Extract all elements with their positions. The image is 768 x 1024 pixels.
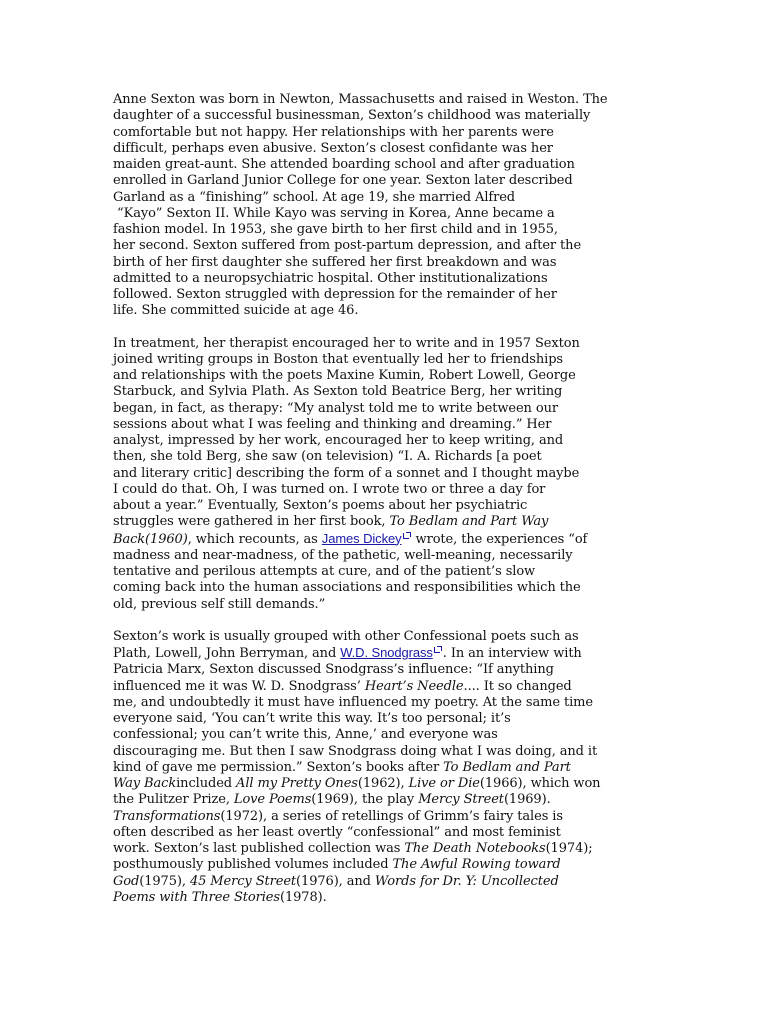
text-run: work. Sexton’s last published collection was [113, 841, 405, 856]
text-line [113, 514, 658, 530]
text-run: wrote, the experiences “of [411, 531, 588, 547]
text-line: “Kayo” Sexton II. While Kayo was serving in Korea, Anne became a [113, 205, 555, 221]
text-run: (1974); [545, 841, 593, 856]
text-line [113, 792, 658, 808]
paragraph-works [113, 629, 658, 906]
text-line: difficult, perhaps even abusive. Sexton’s closest confidante was her [113, 140, 553, 156]
text-line: about a year.” Eventually, Sexton’s poems about her psychiatric [113, 498, 528, 513]
book-title: The Awful Rowing toward [392, 857, 561, 873]
book-title: Poems with Three Stories [113, 889, 280, 905]
article-body [113, 92, 658, 906]
text-line [113, 841, 658, 857]
link-james-dickey[interactable]: James Dickey [321, 530, 402, 546]
text-line [113, 874, 658, 890]
text-line: maiden great-aunt. She attended boarding school and after graduation [113, 157, 575, 172]
text-line: followed. Sexton struggled with depression for the remainder of her [113, 287, 557, 302]
text-line: In treatment, her therapist encouraged her to write and in 1957 Sexton [113, 335, 580, 351]
text-run: (1978). [279, 889, 327, 905]
text-line: enrolled in Garland Junior College for one year. Sexton later described [113, 173, 573, 189]
link-wd-snodgrass[interactable]: W.D. Snodgrass [340, 645, 433, 660]
text-run: (1969), the play [311, 792, 419, 808]
book-title: To Bedlam and Part Way [389, 514, 549, 530]
book-title: Way Back [113, 776, 177, 791]
text-run: the Pulitzer Prize, [113, 792, 234, 808]
text-run: Plath, Lowell, John Berryman, and [113, 646, 341, 661]
text-line [113, 645, 658, 662]
text-line: birth of her first daughter she suffered her first breakdown and was [113, 254, 557, 270]
text-run: struggles were gathered in her first book, [113, 514, 390, 530]
text-line: madness and near-madness, of the pathetic, well-meaning, necessarily [113, 547, 573, 563]
text-line: sessions about what I was feeling and thinking and dreaming.” Her [113, 416, 552, 432]
paragraph-biography [113, 92, 658, 320]
text-line: and relationships with the poets Maxine Kumin, Robert Lowell, George [113, 368, 576, 383]
text-line: tentative and perilous attempts at cure, and of the patient’s slow [113, 564, 536, 579]
text-run: included [176, 776, 237, 791]
book-title: To Bedlam and Part [443, 759, 571, 775]
text-line [113, 679, 658, 695]
text-run: (1972), a series of retellings of Grimm’s fairy tales is [220, 808, 563, 824]
text-line [113, 857, 658, 873]
text-line: coming back into the human associations and responsibilities which the [113, 580, 581, 596]
book-title: The Death Notebooks [404, 841, 546, 856]
text-line: Sexton’s work is usually grouped with other Confessional poets such as [113, 628, 579, 644]
book-title: 45 Mercy Street [189, 873, 297, 889]
book-title: God [113, 873, 140, 889]
text-line: Garland as a “finishing” school. At age 19, she married Alfred [113, 189, 516, 205]
text-line: her second. Sexton suffered from post-partum depression, and after the [113, 238, 582, 254]
text-run: (1966), which won [479, 776, 601, 791]
text-line [113, 809, 658, 825]
text-line: Patricia Marx, Sexton discussed Snodgrass’s influence: “If anything [113, 662, 554, 678]
text-line: confessional; you can’t write this, Anne,’ and everyone was [113, 727, 498, 743]
text-run: . In an interview with [442, 646, 582, 661]
text-run: (1962), [357, 776, 409, 791]
text-line: I could do that. Oh, I was turned on. I wrote two or three a day for [113, 481, 546, 497]
external-link-icon[interactable] [403, 532, 410, 539]
text-line: began, in fact, as therapy: “My analyst told me to write between our [113, 400, 558, 416]
book-title: Heart’s Needle [364, 678, 464, 694]
text-run: posthumously published volumes included [113, 857, 393, 873]
text-run: influenced me it was W. D. Snodgrass’ [113, 678, 365, 694]
text-line: often described as her least overtly “confessional” and most feminist [113, 824, 561, 840]
text-line: daughter of a successful businessman, Sexton’s childhood was materially [113, 108, 591, 124]
book-title: Words for Dr. Y: Uncollected [374, 873, 559, 889]
text-line: Anne Sexton was born in Newton, Massachusetts and raised in Weston. The [113, 92, 608, 107]
text-line: discouraging me. But then I saw Snodgrass doing what I was doing, and it [113, 743, 598, 759]
text-line: everyone said, ‘You can’t write this way. It’s too personal; it’s [113, 711, 511, 726]
text-line: joined writing groups in Boston that eventually led her to friendships [113, 351, 563, 367]
text-line: Starbuck, and Sylvia Plath. As Sexton told Beatrice Berg, her writing [113, 384, 563, 400]
text-line: life. She committed suicide at age 46. [113, 303, 359, 319]
text-line: old, previous self still demands.” [113, 596, 326, 612]
book-title: Live or Die [408, 776, 480, 791]
text-line [113, 890, 658, 906]
text-line: me, and undoubtedly it must have influenced my poetry. At the same time [113, 694, 594, 710]
book-title: All my Pretty Ones [236, 776, 358, 791]
text-line [113, 776, 658, 792]
text-line: fashion model. In 1953, she gave birth to her first child and in 1955, [113, 222, 558, 237]
external-link-icon[interactable] [434, 646, 441, 653]
text-run: , which recounts, as [187, 531, 322, 547]
book-title: Back(1960) [113, 531, 188, 547]
book-title: Love Poems [233, 792, 312, 808]
text-line: analyst, impressed by her work, encouraged her to keep writing, and [113, 433, 564, 448]
text-line: then, she told Berg, she saw (on television) “I. A. Richards [a poet [113, 449, 542, 465]
text-run: (1976), and [296, 873, 375, 889]
text-run: (1969). [503, 792, 551, 808]
text-line [113, 531, 658, 548]
text-run: kind of gave me permission.” Sexton’s books after [113, 759, 444, 775]
book-title: Transformations [113, 808, 221, 824]
paragraph-treatment [113, 336, 658, 613]
text-line [113, 760, 658, 776]
text-run: (1975), [139, 873, 190, 889]
text-line: admitted to a neuropsychiatric hospital. Other institutionalizations [113, 270, 548, 286]
book-title: Mercy Street [418, 792, 504, 808]
text-line: comfortable but not happy. Her relationships with her parents were [113, 124, 554, 140]
text-line: and literary critic] describing the form of a sonnet and I thought maybe [113, 465, 580, 481]
text-run: .... It so changed [463, 678, 572, 694]
